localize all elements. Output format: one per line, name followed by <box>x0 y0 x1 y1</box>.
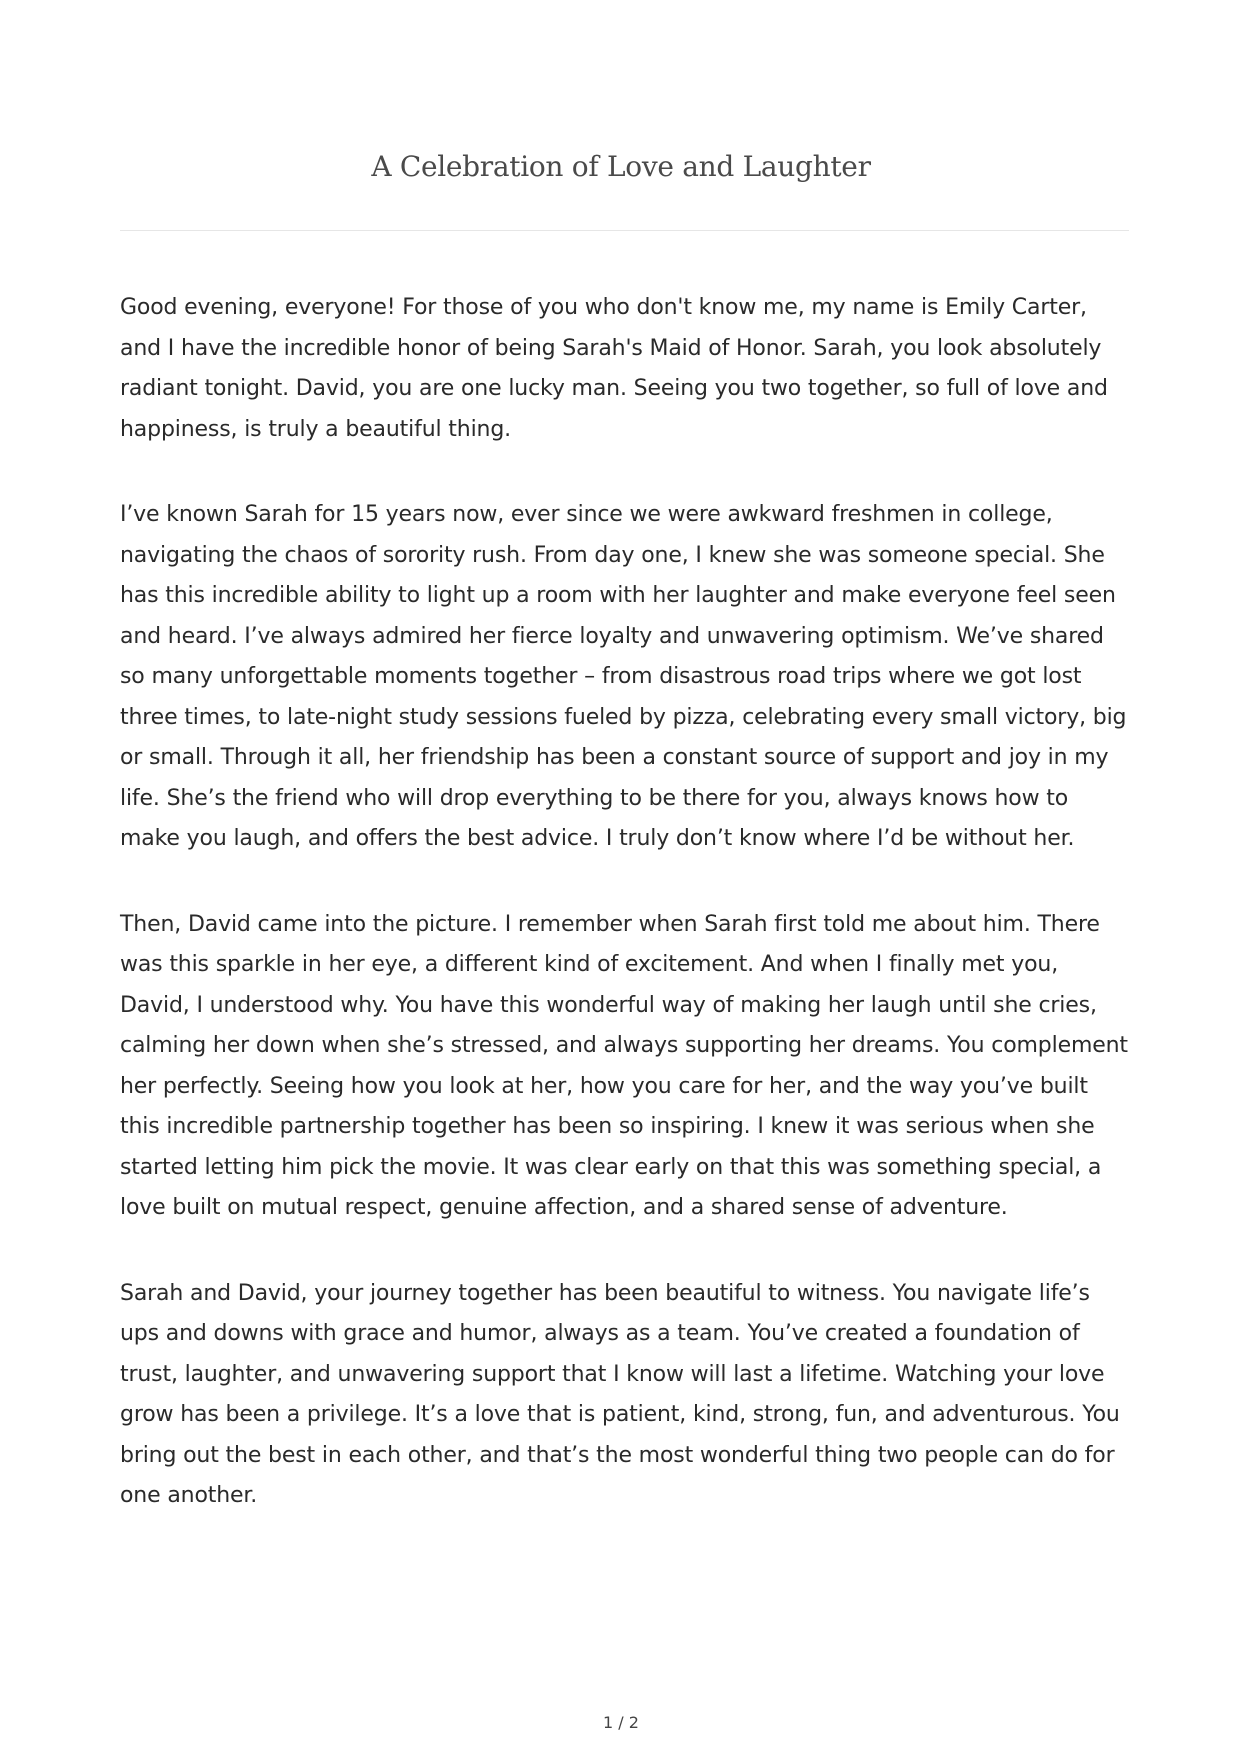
paragraph-3: Then, David came into the picture. I remember when Sarah first told me about him. There was this sparkle in her eye, a different kind of excitement. And when I finally met you, David, I understood why. You have this wonderful way of making her laugh until she cries, calming her down when she’s stressed, and always supporting her dreams. You complement her perfectly. Seeing how you look at her, how you care for her, and the way you’ve built this incredible partnership together has been so inspiring. I knew it was serious when she started letting him pick the movie. It was clear early on that this was something special, a love built on mutual respect, genuine affection, and a shared sense of adventure. <box>120 911 1128 1220</box>
title-divider <box>120 230 1129 231</box>
paragraph-4: Sarah and David, your journey together has been beautiful to witness. You navigate life’s ups and downs with grace and humor, always as a team. You’ve created a foundation of trust, laughter, and unwavering support that I know will last a lifetime. Watching your love grow has been a privilege. It’s a love that is patient, kind, strong, fun, and adventurous. You bring out the best in each other, and that’s the most wonderful thing two people can do for one another. <box>120 1280 1120 1508</box>
document-body <box>120 288 1130 1562</box>
paragraph-1: Good evening, everyone! For those of you who don't know me, my name is Emily Carter, and I have the incredible honor of being Sarah's Maid of Honor. Sarah, you look absolutely radiant tonight. David, you are one lucky man. Seeing you two together, so full of love and happiness, is truly a beautiful thing. <box>120 295 1108 442</box>
document-title: A Celebration of Love and Laughter <box>371 150 871 183</box>
page-number: 1 / 2 <box>603 1713 639 1732</box>
paragraph-2: I’ve known Sarah for 15 years now, ever since we were awkward freshmen in college, navigating the chaos of sorority rush. From day one, I knew she was someone special. She has this incredible ability to light up a room with her laughter and make everyone feel seen and heard. I’ve always admired her fierce loyalty and unwavering optimism. We’ve shared so many unforgettable moments together – from disastrous road trips where we got lost three times, to late-night study sessions fueled by pizza, celebrating every small victory, big or small. Through it all, her friendship has been a constant source of support and joy in my life. She’s the friend who will drop everything to be there for you, always knows how to make you laugh, and offers the best advice. I truly don’t know where I’d be without her. <box>120 502 1127 851</box>
